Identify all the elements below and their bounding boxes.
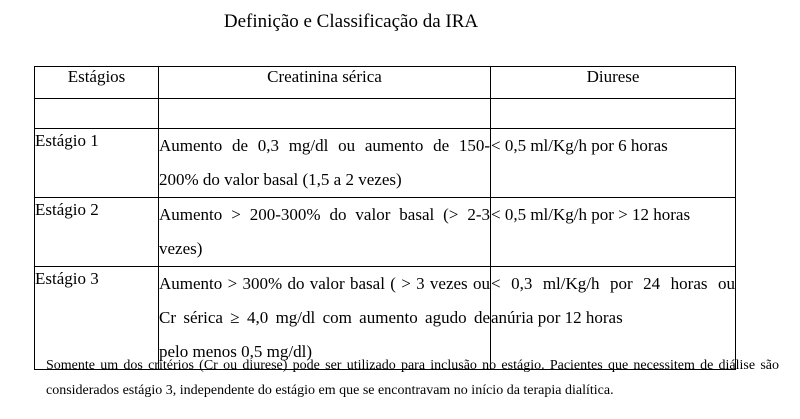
- header-serum-creatinine: Creatinina sérica: [159, 67, 491, 99]
- table-row: [35, 198, 736, 267]
- empty-cell: [35, 99, 159, 129]
- creatinine-cell: [159, 129, 491, 198]
- empty-cell: [491, 99, 736, 129]
- stage-cell: Estágio 3: [35, 267, 159, 370]
- ira-classification-table: [34, 66, 736, 370]
- creatinine-text: Aumento de 0,3 mg/dl ou aumento de 150-200% do valor basal (1,5 a 2 vezes): [159, 136, 490, 189]
- empty-cell: [159, 99, 491, 129]
- stage-cell: Estágio 2: [35, 198, 159, 267]
- stage-cell: Estágio 1: [35, 129, 159, 198]
- creatinine-text: Aumento > 300% do valor basal ( > 3 vezes ou Cr sérica ≥ 4,0 mg/dl com aumento agudo de pelo menos 0,5 mg/dl): [159, 274, 490, 361]
- footnote: Somente um dos critérios (Cr ou diurese) pode ser utilizado para inclusão no estágio. Pacientes que necessitem de diálise são considerados estágio 3, independente do estágio em que se encontravam no início da terapia dialítica.: [46, 358, 779, 398]
- empty-row: [35, 99, 736, 129]
- diuresis-text: < 0,5 ml/Kg/h por > 12 horas: [491, 205, 691, 224]
- creatinine-cell: [159, 198, 491, 267]
- creatinine-text: Aumento > 200-300% do valor basal (> 2-3 vezes): [159, 205, 490, 258]
- diuresis-cell: [491, 198, 736, 267]
- diuresis-text: < 0,5 ml/Kg/h por 6 horas: [491, 136, 668, 155]
- table-header-row: [35, 67, 736, 99]
- document-title: Definição e Classificação da IRA: [223, 11, 479, 32]
- diuresis-text: < 0,3 ml/Kg/h por 24 horas ou anúria por 12 horas: [491, 274, 735, 327]
- table-row: [35, 129, 736, 198]
- header-stages: Estágios: [35, 67, 159, 99]
- header-diuresis: Diurese: [491, 67, 736, 99]
- diuresis-cell: [491, 129, 736, 198]
